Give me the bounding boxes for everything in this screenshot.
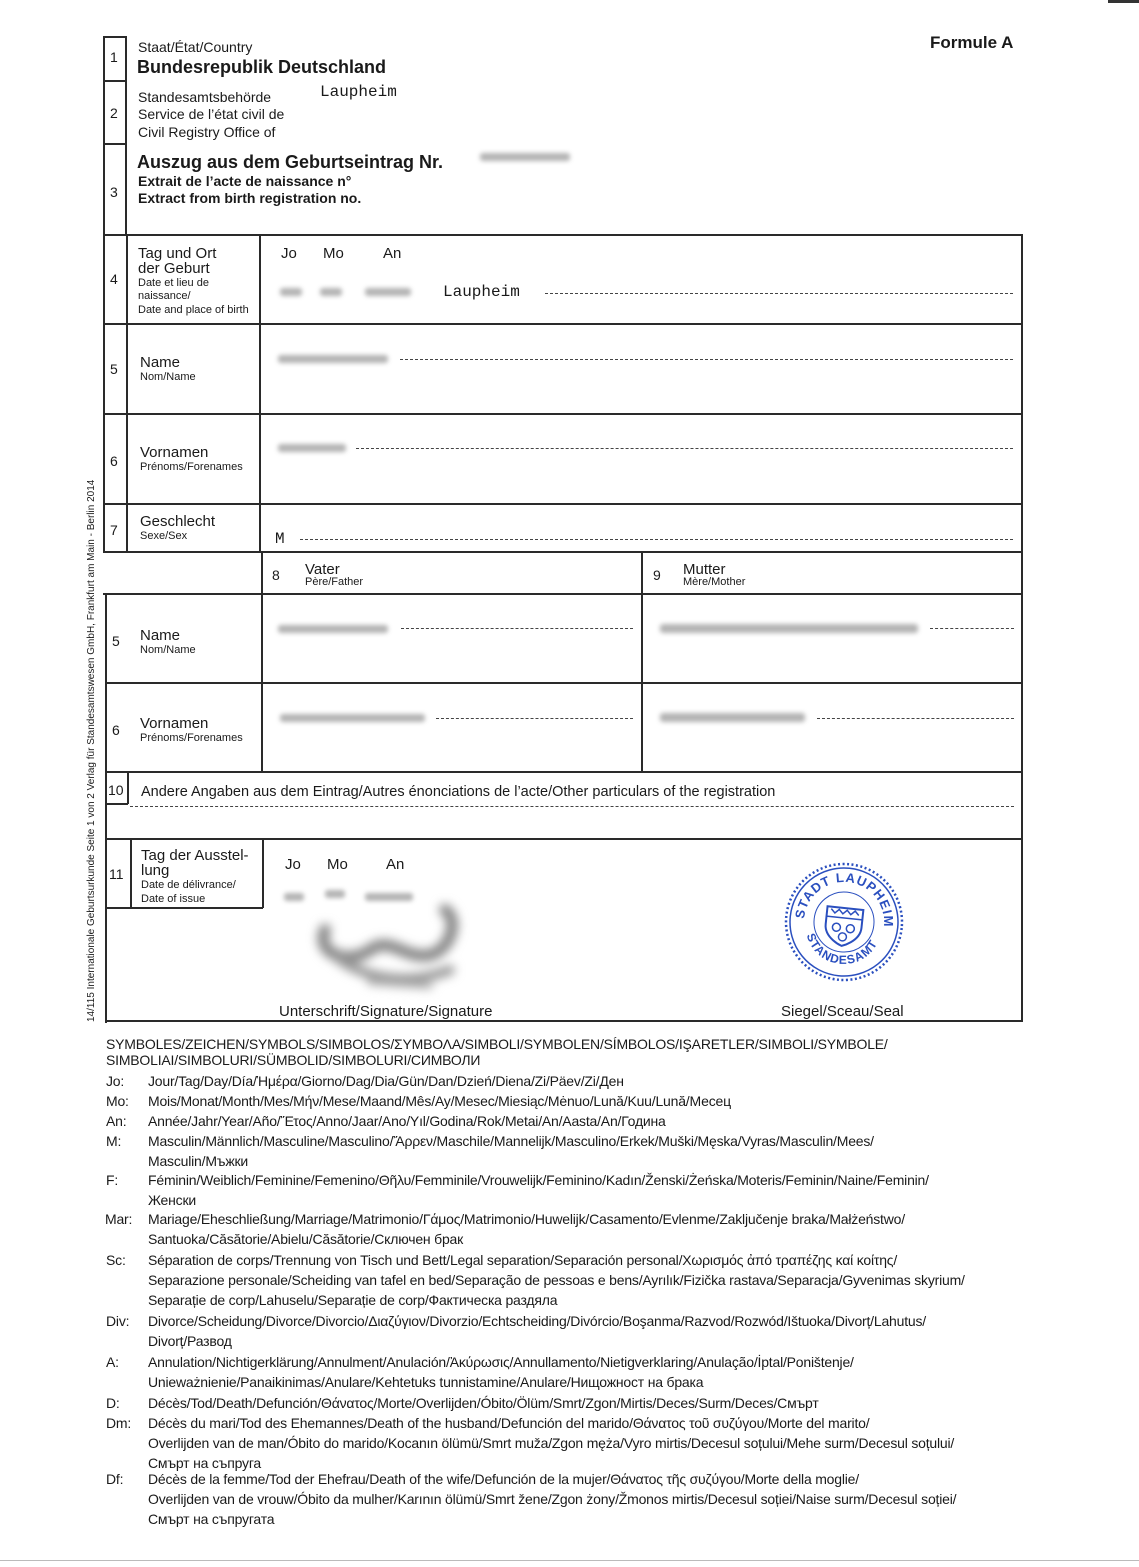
symbol-abbr: Jo: xyxy=(106,1073,125,1089)
fill-line xyxy=(300,539,1013,540)
rule xyxy=(130,838,132,908)
row-number: 4 xyxy=(110,271,118,287)
symbol-abbr: M: xyxy=(106,1133,122,1149)
seal-stamp xyxy=(776,854,912,990)
issue-label-en: Date of issue xyxy=(141,893,206,905)
signature-label: Unterschrift/Signature/Signature xyxy=(279,1003,493,1020)
extract-title-en: Extract from birth registration no. xyxy=(138,190,362,206)
rule xyxy=(105,682,1023,684)
father-sub-label: Père/Father xyxy=(305,576,364,588)
redacted-birth-date xyxy=(320,288,342,296)
symbol-abbr: Dm: xyxy=(106,1415,132,1431)
symbol-text: Divorce/Scheidung/Divorce/Divorcio/Διαζύγιον/Divorzio/Echtscheiding/Divórcio/Boşanma/Razvod/Rozwód/Ištuoka/Divorț/Lahutus/ Divorț/Развод xyxy=(148,1313,926,1349)
month-column-label: Mo xyxy=(327,856,348,873)
seal-label: Siegel/Sceau/Seal xyxy=(781,1003,904,1020)
row-number: 11 xyxy=(109,866,124,882)
fill-line xyxy=(436,718,633,719)
side-note: 14/115 Internationale Geburtsurkunde Seite 1 von 2 Verlag für Standesamtswesen GmbH, Frankfurt am Main - Berlin 2014 xyxy=(86,479,97,1022)
other-particulars-label: Andere Angaben aus dem Eintrag/Autres énonciations de l’acte/Other particulars of the registration xyxy=(141,784,776,800)
rule xyxy=(125,36,127,236)
symbol-text: Féminin/Weiblich/Feminine/Femenino/Θῆλυ/Femminile/Vrouwelijk/Feminino/Kadın/Ženski/Żeńska/Moteris/Feminin/Naine/Feminin/ Женски xyxy=(148,1172,929,1208)
row-number: 7 xyxy=(110,522,118,538)
birth-place-value: Laupheim xyxy=(443,283,520,301)
fill-line xyxy=(545,293,1013,294)
row-number: 8 xyxy=(272,567,280,583)
redacted-mother-name xyxy=(660,624,918,633)
fill-line xyxy=(930,628,1014,629)
year-column-label: An xyxy=(386,856,405,873)
redacted-issue-date xyxy=(284,893,304,901)
rule xyxy=(103,36,105,236)
svg-text:STADT LAUPHEIM: STADT LAUPHEIM xyxy=(792,869,897,928)
birth-label-de-1: Tag und Ort xyxy=(138,245,217,262)
rule xyxy=(105,838,1023,840)
redacted-child-name xyxy=(278,355,388,363)
rule xyxy=(103,36,127,38)
symbol-abbr: D: xyxy=(106,1395,120,1411)
symbol-abbr: Sc: xyxy=(106,1252,126,1268)
redacted-child-forenames xyxy=(278,444,346,452)
parents-forenames-label: Vornamen xyxy=(140,715,209,732)
symbol-abbr: An: xyxy=(106,1113,127,1129)
name-sub-label: Nom/Name xyxy=(140,371,196,383)
sex-label: Geschlecht xyxy=(140,513,216,530)
row-number: 1 xyxy=(110,49,118,65)
forenames-label: Vornamen xyxy=(140,444,209,461)
symbol-abbr: Df: xyxy=(106,1471,124,1487)
extract-title-fr: Extrait de l’acte de naissance n° xyxy=(138,173,352,189)
row-number: 6 xyxy=(110,453,118,469)
parents-name-label: Name xyxy=(140,627,181,644)
symbol-abbr: Mar: xyxy=(105,1211,133,1227)
symbol-text: Séparation de corps/Trennung von Tisch und Bett/Legal separation/Separación personal/Χωρισμός ἀπό τραπέζης καί κοίτης/ Separazione personale/Scheiding van tafel en bed/Separação de pessoas e bens/Ayrılık/Fizička rastava/Separacja/Gyvenimas skyrium/ Separație de corp/Lahuselu/Separație de corp/Фактическа раздяла xyxy=(148,1252,965,1308)
rule xyxy=(103,323,1023,325)
symbol-abbr: Mo: xyxy=(106,1093,129,1109)
sex-value: M xyxy=(275,530,285,548)
redacted-birth-date xyxy=(280,288,302,296)
fill-line xyxy=(400,359,1013,360)
symbol-text: Mariage/Eheschließung/Marriage/Matrimonio/Γάμος/Matrimonio/Huwelijk/Casamento/Evlenme/Zaključenje braka/Małżeństwo/ Santuoka/Căsătorie/Abielu/Căsătorie/Сключен брак xyxy=(148,1211,905,1247)
forenames-sub-label: Prénoms/Forenames xyxy=(140,461,243,473)
fill-line xyxy=(817,718,1014,719)
redacted-mother-forenames xyxy=(660,713,805,722)
row-number: 3 xyxy=(110,184,118,200)
signature-redacted xyxy=(310,900,500,995)
issue-label-fr: Date de délivrance/ xyxy=(141,879,236,891)
parents-name-sub-label: Nom/Name xyxy=(140,644,196,656)
symbol-text: Annulation/Nichtigerklärung/Annulment/Anulación/Ἀκύρωσις/Annullamento/Nietigverklaring/Anulação/İptal/Poništenje/ Unieważnienie/Panaikinimas/Anulare/Kehtetuks tunnistamine/Anulare/Нищожност на брака xyxy=(148,1354,854,1390)
svg-text:STANDESAMT: STANDESAMT xyxy=(803,931,881,968)
rule xyxy=(105,771,1023,773)
father-label: Vater xyxy=(305,561,340,578)
symbol-abbr: Div: xyxy=(106,1313,130,1329)
name-label: Name xyxy=(140,354,181,371)
symbol-text: Jour/Tag/Day/Día/Ἡμέρα/Giorno/Dag/Dia/Gün/Dan/Dzień/Diena/Zi/Päev/Zi/Ден xyxy=(148,1073,624,1089)
rule xyxy=(261,551,263,771)
day-column-label: Jo xyxy=(281,245,297,262)
rule xyxy=(105,907,263,909)
redacted-birth-date xyxy=(365,288,411,296)
rule xyxy=(262,838,264,908)
mother-label: Mutter xyxy=(683,561,726,578)
day-column-label: Jo xyxy=(285,856,301,873)
fill-line xyxy=(130,806,1014,807)
rule xyxy=(103,503,1023,505)
registry-label-de: Standesamtsbehörde xyxy=(138,89,272,105)
extract-title-de: Auszug aus dem Geburtseintrag Nr. xyxy=(137,152,444,172)
scan-edge-bottom xyxy=(0,1560,1139,1561)
symbol-abbr: F: xyxy=(106,1172,119,1188)
issue-label-de-2: lung xyxy=(141,862,170,879)
row-number: 10 xyxy=(108,782,124,798)
mother-sub-label: Mère/Mother xyxy=(683,576,746,588)
symbol-text: Masculin/Männlich/Masculine/Masculino/Ἄρρεν/Maschile/Mannelijk/Masculino/Erkek/Muški/Męska/Vyras/Masculin/Mees/ Masculin/Мъжки xyxy=(148,1133,874,1169)
symbol-text: Mois/Monat/Month/Mes/Μήν/Mese/Maand/Mês/Ay/Mesec/Miesiąc/Mėnuo/Lună/Kuu/Lună/Месец xyxy=(148,1093,731,1109)
registry-value: Laupheim xyxy=(320,83,397,101)
row-number: 9 xyxy=(653,567,661,583)
country-value: Bundesrepublik Deutschland xyxy=(137,57,387,77)
symbol-text: Décès/Tod/Death/Defunción/Θάνατος/Morte/Overlijden/Óbito/Ölüm/Smrt/Zgon/Mirtis/Deces/Surm/Deces/Смърт xyxy=(148,1395,819,1411)
row-number: 5 xyxy=(112,633,120,649)
month-column-label: Mo xyxy=(323,245,344,262)
birth-label-fr-2: naissance/ xyxy=(138,290,191,302)
symbol-abbr: A: xyxy=(106,1354,119,1370)
birth-label-fr-1: Date et lieu de xyxy=(138,277,209,289)
symbols-heading-line: SIMBOLIAI/SIMBOLURI/SÜMBOLID/SIMBOLURI/СИМВОЛИ xyxy=(106,1052,481,1068)
rule xyxy=(641,551,643,771)
parents-forenames-sub-label: Prénoms/Forenames xyxy=(140,732,243,744)
rule xyxy=(103,234,1023,236)
redacted-father-forenames xyxy=(280,714,425,722)
row-number: 2 xyxy=(110,105,118,121)
country-label: Staat/État/Country xyxy=(138,39,253,55)
redacted-registration-number xyxy=(480,153,570,161)
rule xyxy=(105,593,107,1023)
year-column-label: An xyxy=(383,245,402,262)
symbol-text: Décès de la femme/Tod der Ehefrau/Death of the wife/Defunción de la mujer/Θάνατος τῆς συζύγου/Morte della moglie/ Overlijden van de vrouw/Óbito da mulher/Karının ölümü/Smrt žene/Zgon żony/Žmonos mirtis/Decesul soției/Naise surm/Decesul soției/ Смърт на съпругата xyxy=(148,1471,957,1527)
sex-sub-label: Sexe/Sex xyxy=(140,530,188,542)
rule xyxy=(103,593,1023,595)
issue-label-de-1: Tag der Ausstel- xyxy=(141,847,249,864)
row-number: 5 xyxy=(110,361,118,377)
birth-label-en: Date and place of birth xyxy=(138,304,249,316)
rule xyxy=(103,143,127,145)
registry-label-fr: Service de l’état civil de xyxy=(138,106,285,122)
symbols-heading-line: SYMBOLES/ZEICHEN/SYMBOLS/SIMBOLOS/ΣΥΜΒΟΛΑ/SIMBOLI/SYMBOLEN/SÍMBOLOS/IŞARETLER/SIMBOLI/SYMBOLE/ xyxy=(106,1036,888,1052)
rule xyxy=(1021,234,1023,1022)
rule xyxy=(103,413,1023,415)
redacted-issue-date xyxy=(325,890,345,898)
registry-label-en: Civil Registry Office of xyxy=(138,124,276,140)
symbol-text: Année/Jahr/Year/Año/Ἔτος/Anno/Jaar/Ano/Yıl/Godina/Rok/Metai/An/Aasta/An/Година xyxy=(148,1113,666,1129)
fill-line xyxy=(401,628,633,629)
formule-label: Formule A xyxy=(930,33,1014,52)
birth-label-de-2: der Geburt xyxy=(138,260,210,277)
redacted-father-name xyxy=(278,625,388,633)
symbols-heading xyxy=(106,1036,888,1068)
rule xyxy=(105,1020,1023,1022)
row-number: 6 xyxy=(112,722,120,738)
symbol-text: Décès du mari/Tod des Ehemannes/Death of the husband/Defunción del marido/Θάνατος τοῦ συζύγου/Morte del marito/ Overlijden van de man/Óbito do marido/Kocanın ölümü/Smrt muža/Zgon męża/Vyro mirtis/Decesul soțului/Mehe surm/Decesul soțului/ Смърт на съпруга xyxy=(148,1415,955,1471)
rule xyxy=(103,551,1023,553)
rule xyxy=(127,771,129,804)
fill-line xyxy=(356,448,1013,449)
rule xyxy=(105,803,128,805)
scan-edge-top-right xyxy=(1108,0,1139,3)
rule xyxy=(103,80,127,82)
